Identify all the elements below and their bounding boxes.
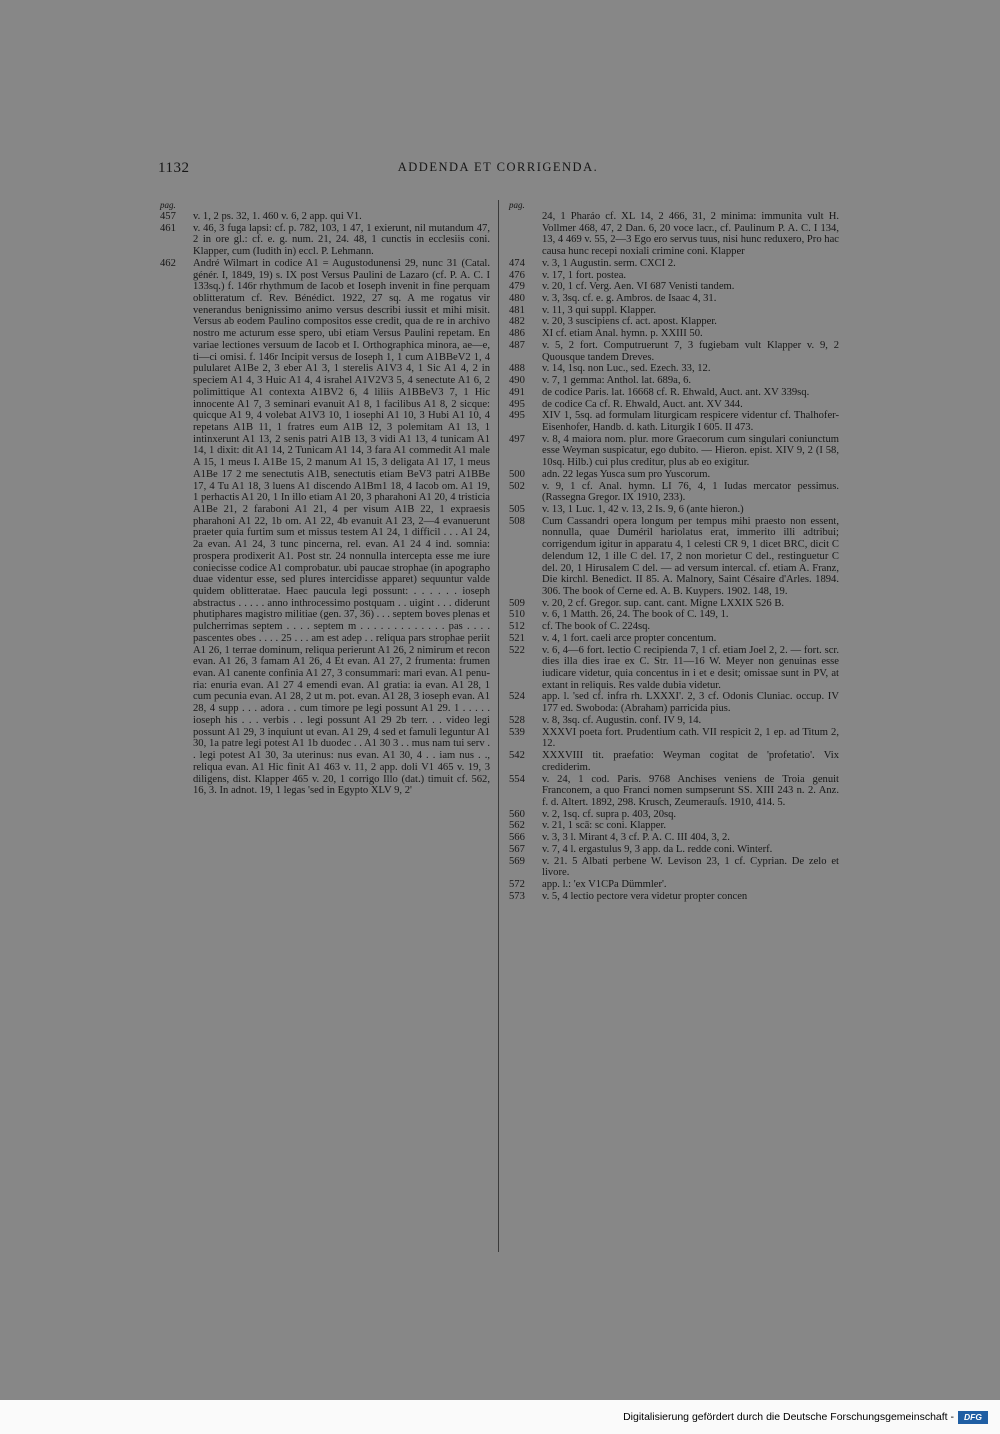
entry [509, 891, 839, 903]
entry-number: 490 [509, 375, 525, 387]
dfg-logo: DFG [958, 1411, 988, 1424]
entry-number: 510 [509, 609, 525, 621]
entry [509, 715, 839, 727]
entry-text: v. 1, 2 ps. 32, 1. 460 v. 6, 2 app. qui V1. [193, 211, 362, 222]
entry-number: 572 [509, 878, 525, 890]
entry-text: cf. The book of C. 224sq. [542, 621, 651, 633]
entry-number: 573 [509, 890, 525, 902]
entry [509, 293, 839, 305]
entry-text: v. 3, 1 Augustin. serm. CXCI 2. [542, 257, 676, 269]
entry-number: 508 [509, 515, 525, 527]
entry-number: 461 [160, 222, 176, 234]
entry [509, 504, 839, 516]
entry [509, 598, 839, 610]
entry [509, 305, 839, 317]
entry-text: app. l. 'sed cf. infra rh. LXXXI'. 2, 3 cf. Odonis Cluniac. occup. IV 177 ed. Swoboda: (Abraham) parricida pius. [542, 691, 839, 715]
entry-text: v. 24, 1 cod. Paris. 9768 Anchises veniens de Troia genuit Franconem, a quo Franci nomen sumpserunt SS. XIII 243 n. 2. Anz. f. d. Altert. 1892, 298. Krusch, Zeumerauſs. 1910, 414. 5. [542, 773, 839, 808]
entry [509, 270, 839, 282]
entry-text: v. 14, 1sq. non Luc., sed. Ezech. 33, 12. [542, 363, 711, 375]
entry-number: 502 [509, 480, 525, 492]
entry [509, 399, 839, 411]
entry-number: 521 [509, 632, 525, 644]
entry [509, 328, 839, 340]
entry-number: 554 [509, 773, 525, 785]
entry-text: André Wilmart in codice A1 = Augustodunensi 29, nunc 31 (Catal. génér. I, 1849, 19) s. IX post Versus Paulini de Lazaro (cf. P. A. C. I 133sq.) f. 146r rhythmum de Iacob et Ioseph invenit in fine perquam oblitteratum cf. Rev. Bénédict. 1922, 27 sq. A me rogatus vir venerandus benignissimo animo versus describi iussit et mihi misit. Versus ab eodem Paulino compositos esse credit, qua de re in archivo nostro me acturum esse spero, ubi etiam Versus Paulini repetam. En variae lectiones versuum de Iacob et I. Orthographica minora, ae—e, ti—ci omisi. f. 146r Incipit versus de Ioseph 1, 1 cum A1BBeV2 1, 4 pulularet A1Be 2, 3 eber A1 3, 1 sterelis A1V3 4, 1 Sic A1 4, 2 in speciem A1 4, 3 Huic A1 4, 4 israhel A1V2V3 5, 4 senectute A1 6, 2 polimittique A1 contexta A1BV2 6, 4 liliis A1BBeV3 7, 1 Hic innocente A1 7, 3 seminari evanuit A1 8, 1 facilibus A1 8, 2 sicque: quicque A1 9, 4 volebat A1V3 10, 1 iosephi A1 10, 3 Hubi A1 10, 4 repetans A1B 11, 1 fratres eum A1B 12, 3 polemitam A1 13, 1 intinxerunt A1 13, 2 senis patri A1B 13, 3 vidi A1 13, 4 tunicam A1 14, 1 dixit: dit A1 14, 2 Tunicam A1 14, 3 fara A1 commedit A1 male A 15, 1 meus I. A1Be 15, 2 manum A1 15, 3 deligata A1 17, 1 meus A1Be 17 2 me senectutis A1B, senectutis etiam BeV3 patri A1BBe 17, 4 Tu A1 18, 3 luens A1 discendo A1Bm1 18, 4 Iacob om. A1 19, 1 perhactis A1 20, 1 In illo etiam A1 20, 3 pharahoni A1 20, 4 tristicia A1Be 21, 2 faraboni A1 21, 4 per visum A1B 22, 1 expraesis pharahoni A1 22, 1b om. A1 22, 4b evanuit A1 23, 2—4 evanuerunt praeter quia furtim sum et missus testem A1 24, 1 difficil . . . A1 24, 2a evan. A1 24, 3 tunc pincerna, rel. evan. A1 24 4 ind. somnia: prospera prodixerit A1. Post str. 24 nonnulla intercepta esse me iure coniecisse codice A1 comprobatur. ubi paucae strophae (in apographo duae videntur esse, sed plures intercidisse apparet) sequuntur valde quidem oblitteratae. Haec paucula legi possunt: . . . . . . ioseph abstractus . . . . . anno inthrocessimo postquam . . uigint . . . diderunt phutiphares magistro militiae (gen. 37, 36) . . . septem boves plenas et pulcherrimas septem . . . . septem m . . . . . . . . . . . . . pas . . . . pascentes obes . . . . 25 . . . am est adep . . reliqua pars strophae periit A1 26, 1 terrae dominum, reliqua perierunt A1 26, 2 nimirum et recon evan. A1 26, 3 famam A1 26, 4 Et evan. A1 27, 2 frumenta: frumen evan. A1 canente confinia A1 27, 3 consummari: mari evan. A1 penuria: enuria evan. A1 27 4 emendi evan. A1 gratia: ia evan. A1 28, 1 cum pecunia evan. A1 28, 2 ut m. pot. evan. A1 28, 3 ioseph evan. A1 28, 4 supp . . . adora . . cum timore pe legi possunt A1 29. 1 . . . . . ioseph his . . . verbis . . legi possunt A1 29 2b terr. . . video legi possunt A1 29, 3 inquiunt ut evan. A1 29, 4 sed et famuli leguntur A1 30, 1a patre legi potest A1 1b duodec . . A1 30 3 . . mus nam tui serv . . legi potest A1 30, 3a uterinus: nus evan. A1 30, 4 . . iam nus . ., reliqua evan. A1 Hic finit A1 463 v. 11, 2 app. doli V1 465 v. 19, 3 diligens, dist. Klapper 465 v. 20, 1 corrigo Illo (dat.) timuit cf. 562, 16, 3. In adnot. 19, 1 legas 'sed in Egypto XLV 9, 2' [193, 257, 490, 797]
entry-text: v. 20, 1 cf. Verg. Aen. VI 687 Venisti tandem. [542, 281, 735, 293]
entry-number: 497 [509, 433, 525, 445]
entry [509, 211, 839, 258]
entry-text: v. 6, 1 Matth. 26, 24. The book of C. 149, 1. [542, 609, 729, 621]
right-entries [509, 211, 839, 902]
entry-number: 457 [160, 211, 176, 222]
entry-number: 560 [509, 808, 525, 820]
entry-number: 462 [160, 257, 176, 269]
entry-text: v. 8, 4 maiora nom. plur. more Graecorum cum singulari coniunctum esse Weyman suspicatur, ego dubito. — Hieron. epist. XIV 9, 2 (I 58, 10sq. Hilb.) cui plus creditur, plus ab eo exigitur. [542, 433, 839, 469]
entry [160, 211, 490, 223]
entry [509, 879, 839, 891]
digitization-footer [0, 1400, 1000, 1434]
entry-number: 539 [509, 726, 525, 738]
funding-notice: Digitalisierung gefördert durch die Deutsche Forschungsgemeinschaft - [623, 1411, 954, 1423]
entry [509, 621, 839, 633]
entry [509, 645, 839, 692]
right-column [509, 200, 839, 902]
entry [509, 820, 839, 832]
entry-number: 524 [509, 691, 525, 703]
entry [509, 258, 839, 270]
entry [509, 410, 839, 433]
entry-number: 491 [509, 386, 525, 398]
entry [509, 281, 839, 293]
entry [509, 844, 839, 856]
entry-text: v. 2, 1sq. cf. supra p. 403, 20sq. [542, 808, 677, 820]
running-head: ADDENDA ET CORRIGENDA. [397, 160, 599, 174]
entry-text: app. l.: 'ex V1CPa Dümmler'. [542, 878, 667, 890]
entry [509, 340, 839, 363]
entry-text: XXXVI poeta fort. Prudentium cath. VII respicit 2, 1 ep. ad Titum 2, 12. [542, 726, 839, 750]
entry-text: de codice Paris. lat. 16668 cf. R. Ehwald, Auct. ant. XV 339sq. [542, 386, 810, 398]
entry [509, 691, 839, 714]
entry [509, 774, 839, 809]
pag-label: pag. [160, 200, 176, 210]
entry-text: XI cf. etiam Anal. hymn. p. XXIII 50. [542, 328, 703, 340]
entry [509, 375, 839, 387]
entry [509, 481, 839, 504]
entry [509, 609, 839, 621]
entry-text: 24, 1 Pharáo cf. XL 14, 2 466, 31, 2 minima: immunita vult H. Vollmer 468, 47, 2 Dan. 6, 20 voce lacr., cf. Paulinum P. A. C. I 134, 13, 4 469 v. 55, 2—3 Ego ero servus tuus, nisi hunc reduxero, Pro hac causa hunc recepi noxiali crimine coni. Klapper [542, 211, 839, 258]
entry-text: v. 7, 1 gemma: Anthol. lat. 689a, 6. [542, 375, 692, 387]
entry-text: v. 11, 3 qui suppl. Klapper. [542, 304, 656, 316]
entry-number: 476 [509, 269, 525, 281]
entry-number: 512 [509, 621, 525, 633]
entry-number: 480 [509, 293, 525, 305]
entry [509, 434, 839, 469]
entry-number: 528 [509, 714, 525, 726]
entry-number: 562 [509, 820, 525, 832]
entry-number: 542 [509, 750, 525, 762]
entry-text: v. 20, 3 suscipiens cf. act. apost. Klapper. [542, 316, 717, 328]
entry-text: v. 8, 3sq. cf. Augustin. conf. IV 9, 14. [542, 714, 702, 726]
entry-number: 486 [509, 328, 525, 340]
entry-number: 509 [509, 597, 525, 609]
entry [160, 223, 490, 258]
pag-label: pag. [509, 200, 525, 210]
entry-text: v. 20, 2 cf. Gregor. sup. cant. cant. Migne LXXIX 526 B. [542, 597, 785, 609]
entry-number: 566 [509, 832, 525, 844]
entry [160, 258, 490, 797]
column-divider [498, 200, 499, 1252]
entry [509, 809, 839, 821]
entry-text: de codice Ca cf. R. Ehwald, Auct. ant. XV 344. [542, 398, 743, 410]
entry-number: 495 [509, 398, 525, 410]
entry [509, 727, 839, 750]
entry-text: Cum Cassandri opera longum per tempus mihi praesto non essent, nonnulla, quae Duméril hariolatus erat, immerito illi adtribui; corrigendum igitur in apparatu 4, 1 celesti CR 9, 1 dicet BRC, dicit C delendum 12, 1 ille C del. 17, 2 non morietur C del., restinguetur C del. 20, 1 Hirusalem C del. — ad versum intercal. cf. etiam A. Franz, Die kirchl. Benedict. II 85. A. Malnory, Saint Césaire d'Arles. 1894. 306. The book of Cerne ed. A. B. Kuypers. 1902. 148, 19. [542, 515, 839, 597]
entry-text: v. 21, 1 scā: sc coni. Klapper. [542, 820, 667, 832]
entry-text: v. 5, 2 fort. Computruerunt 7, 3 fugiebam vult Klapper v. 9, 2 Quousque tandem Dreves. [542, 339, 839, 363]
left-entries [160, 211, 490, 797]
entry-text: v. 6, 4—6 fort. lectio C recipienda 7, 1 cf. etiam Joel 2, 2. — fort. scr. dies illa dies irae ex C. Str. 11—16 W. Meyer non genuinas esse iudicare videtur, quia concentus in i et e desit; omissae sunt in PV, at extant in reliquis. Res valde dubia videtur. [542, 644, 839, 691]
entry-text: v. 17, 1 fort. postea. [542, 269, 627, 281]
entry-number: 487 [509, 339, 525, 351]
entry-number: 474 [509, 257, 525, 269]
entry-number: 567 [509, 843, 525, 855]
entry [509, 387, 839, 399]
entry-text: v. 13, 1 Luc. 1, 42 v. 13, 2 Is. 9, 6 (ante hieron.) [542, 503, 744, 515]
entry-text: v. 3, 3 l. Mirant 4, 3 cf. P. A. C. III 404, 3, 2. [542, 832, 730, 844]
left-column [160, 200, 490, 797]
entry [509, 469, 839, 481]
entry-text: v. 9, 1 cf. Anal. hymn. LI 76, 4, 1 Iudas mercator pessimus. (Rassegna Gregor. IX 1910, 233). [542, 480, 839, 504]
entry [509, 856, 839, 879]
entry-text: XXXVIII tit. praefatio: Weyman cogitat de 'profetatio'. Vix crediderim. [542, 750, 839, 773]
entry-number: 482 [509, 316, 525, 328]
entry-text: v. 46, 3 fuga lapsi: cf. p. 782, 103, 1 47, 1 exierunt, nil mutandum 47, 2 in ore gl.: cf. e. g. num. 21, 24. 48, 1 cunctis in ecclesiis coni. Klapper, cum (Iudith in) eccl. P. Lehmann. [193, 222, 490, 258]
entry-number: 488 [509, 363, 525, 375]
entry-text: v. 4, 1 fort. caeli arce propter concentum. [542, 632, 717, 644]
entry-number: 569 [509, 855, 525, 867]
entry-number: 495 [509, 410, 525, 422]
entry-text: v. 7, 4 l. ergastulus 9, 3 app. da L. redde coni. Winterf. [542, 843, 773, 855]
entry [509, 832, 839, 844]
entry [509, 363, 839, 375]
entry-number: 481 [509, 304, 525, 316]
entry-text: v. 21. 5 Albati perbene W. Levison 23, 1 cf. Cyprian. De zelo et livore. [542, 855, 839, 879]
entry-number: 500 [509, 468, 525, 480]
page-number: 1132 [158, 160, 190, 176]
entry [509, 750, 839, 773]
entry-text: adn. 22 legas Yusca sum pro Yuscorum. [542, 468, 711, 480]
entry-text: XIV 1, 5sq. ad formulam liturgicam respicere videntur cf. Thalhofer-Eisenhofer, Handb. d. kath. Liturgik I 605. II 473. [542, 410, 839, 433]
entry-text: v. 5, 4 lectio pectore vera videtur propter concen [542, 890, 748, 902]
entry-number: 479 [509, 281, 525, 293]
entry-number: 505 [509, 503, 525, 515]
entry [509, 516, 839, 598]
page-header [158, 160, 838, 184]
entry-number: 522 [509, 644, 525, 656]
entry-text: v. 3, 3sq. cf. e. g. Ambros. de Isaac 4, 31. [542, 293, 717, 305]
entry [509, 316, 839, 328]
entry [509, 633, 839, 645]
